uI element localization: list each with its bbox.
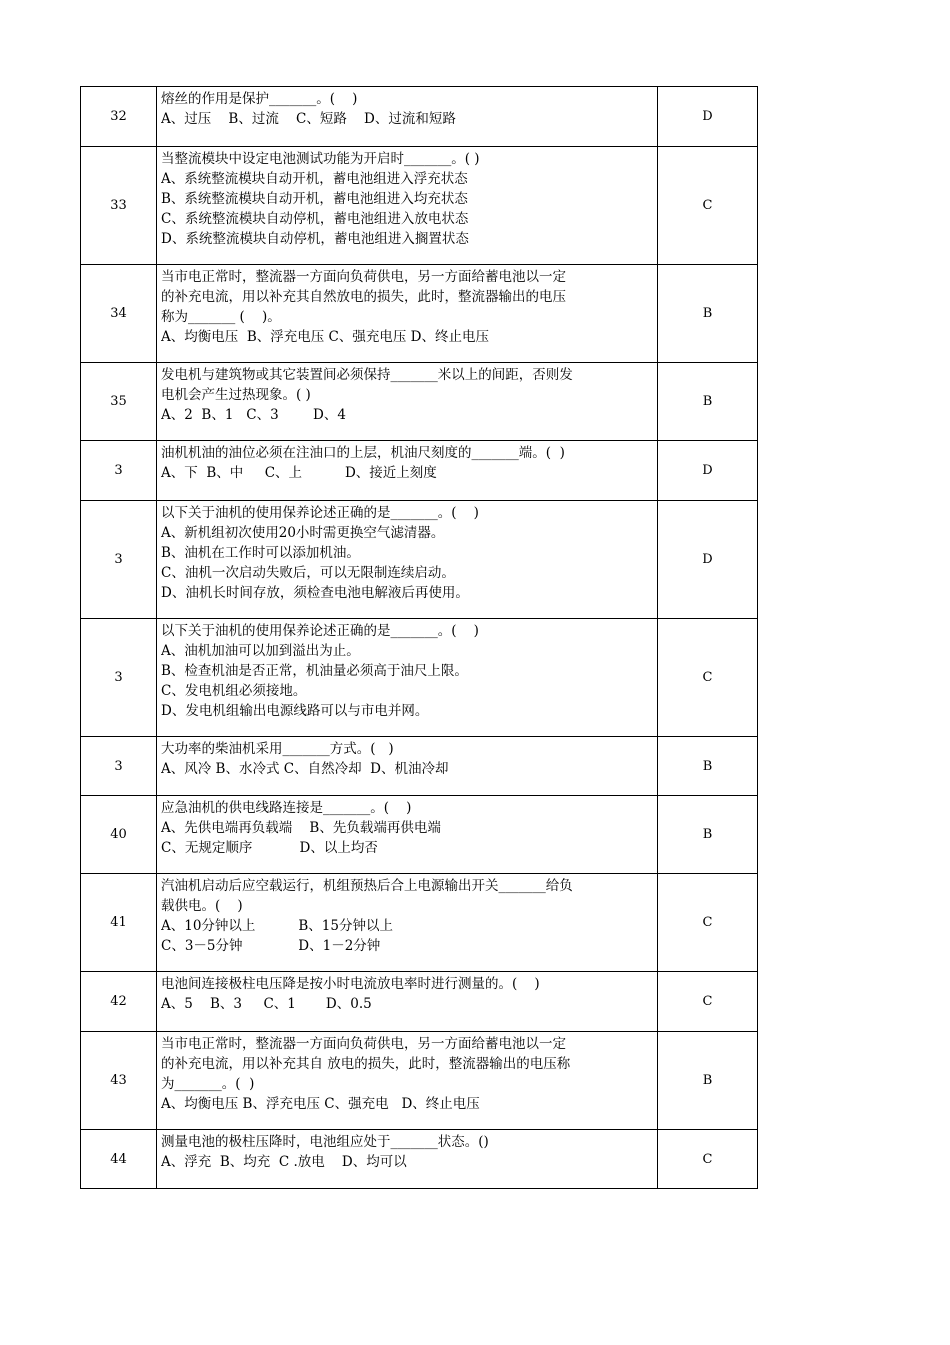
question-text xyxy=(157,265,658,363)
question-stem: 油机机油的油位必须在注油口的上层，机油尺刻度的_______端。( ) xyxy=(161,445,565,461)
question-row xyxy=(81,796,758,874)
question-line: A、5 B、3 C、1 D、0.5 xyxy=(161,996,372,1012)
question-number: 34 xyxy=(81,265,157,363)
question-line: C、无规定顺序 D、以上均否 xyxy=(161,840,378,856)
question-number: 3 xyxy=(81,737,157,796)
question-number: 40 xyxy=(81,796,157,874)
question-number: 43 xyxy=(81,1032,157,1130)
question-line: D、油机长时间存放，须检查电池电解液后再使用。 xyxy=(161,585,469,601)
question-row xyxy=(81,147,758,265)
question-row xyxy=(81,441,758,501)
question-stem: 熔丝的作用是保护_______。( ) xyxy=(161,91,358,107)
answer-key: C xyxy=(658,147,758,265)
question-line: C、油机一次启动失败后，可以无限制连续启动。 xyxy=(161,565,455,581)
question-line: A、风冷 B、水冷式 C、自然冷却 D、机油冷却 xyxy=(161,761,449,777)
question-line: B、检查机油是否正常，机油量必须高于油尺上限。 xyxy=(161,663,468,679)
question-line: 电机会产生过热现象。( ) xyxy=(161,387,311,403)
question-stem: 发电机与建筑物或其它装置间必须保持_______米以上的间距，否则发 xyxy=(161,367,573,383)
question-line: 称为_______ ( )。 xyxy=(161,309,281,325)
question-line: 的补充电流，用以补充其自然放电的损失，此时，整流器输出的电压 xyxy=(161,289,566,305)
question-row xyxy=(81,363,758,441)
question-line: 的补充电流，用以补充其自 放电的损失，此时，整流器输出的电压称 xyxy=(161,1056,571,1072)
question-row xyxy=(81,972,758,1032)
answer-key: D xyxy=(658,441,758,501)
question-line: A、系统整流模块自动开机，蓄电池组进入浮充状态 xyxy=(161,171,468,187)
question-line: A、均衡电压 B、浮充电压 C、强充电压 D、终止电压 xyxy=(161,329,489,345)
question-line: A、均衡电压 B、浮充电压 C、强充电 D、终止电压 xyxy=(161,1096,480,1112)
question-text xyxy=(157,796,658,874)
question-text xyxy=(157,874,658,972)
question-row xyxy=(81,265,758,363)
answer-key: B xyxy=(658,737,758,796)
question-line: B、系统整流模块自动开机，蓄电池组进入均充状态 xyxy=(161,191,468,207)
question-line: 为_______。( ) xyxy=(161,1076,255,1092)
question-line: B、油机在工作时可以添加机油。 xyxy=(161,545,360,561)
question-stem: 汽油机启动后应空载运行，机组预热后合上电源输出开关_______给负 xyxy=(161,878,573,894)
question-line: C、系统整流模块自动停机，蓄电池组进入放电状态 xyxy=(161,211,469,227)
question-stem: 以下关于油机的使用保养论述正确的是_______。( ) xyxy=(161,505,479,521)
question-number: 33 xyxy=(81,147,157,265)
question-stem: 测量电池的极柱压降时，电池组应处于_______状态。() xyxy=(161,1134,489,1150)
question-stem: 以下关于油机的使用保养论述正确的是_______。( ) xyxy=(161,623,479,639)
answer-key: B xyxy=(658,1032,758,1130)
question-text xyxy=(157,501,658,619)
question-stem: 大功率的柴油机采用_______方式。( ) xyxy=(161,741,394,757)
question-table-body xyxy=(81,87,758,1189)
question-line: A、浮充 B、均充 C .放电 D、均可以 xyxy=(161,1154,407,1170)
answer-key: C xyxy=(658,1130,758,1189)
question-line: A、先供电端再负载端 B、先负载端再供电端 xyxy=(161,820,441,836)
answer-key: C xyxy=(658,874,758,972)
question-stem: 电池间连接极柱电压降是按小时电流放电率时进行测量的。( ) xyxy=(161,976,540,992)
question-stem: 当市电正常时，整流器一方面向负荷供电，另一方面给蓄电池以一定 xyxy=(161,269,566,285)
question-line: A、10分钟以上 B、15分钟以上 xyxy=(161,918,393,934)
question-row xyxy=(81,1130,758,1189)
question-line: 载供电。( ) xyxy=(161,898,243,914)
question-line: A、过压 B、过流 C、短路 D、过流和短路 xyxy=(161,111,456,127)
question-line: C、3－5分钟 D、1－2分钟 xyxy=(161,938,381,954)
question-text xyxy=(157,972,658,1032)
question-row xyxy=(81,737,758,796)
question-text xyxy=(157,737,658,796)
question-number: 3 xyxy=(81,501,157,619)
question-row xyxy=(81,501,758,619)
answer-key: B xyxy=(658,363,758,441)
answer-key: B xyxy=(658,796,758,874)
question-row xyxy=(81,619,758,737)
answer-key: B xyxy=(658,265,758,363)
question-row xyxy=(81,87,758,147)
question-number: 32 xyxy=(81,87,157,147)
question-number: 3 xyxy=(81,619,157,737)
question-row xyxy=(81,874,758,972)
question-line: A、新机组初次使用20小时需更换空气滤清器。 xyxy=(161,525,445,541)
question-line: D、系统整流模块自动停机，蓄电池组进入搁置状态 xyxy=(161,231,469,247)
question-text xyxy=(157,363,658,441)
question-number: 44 xyxy=(81,1130,157,1189)
question-table xyxy=(80,86,758,1189)
answer-key: C xyxy=(658,972,758,1032)
answer-key: C xyxy=(658,619,758,737)
question-text xyxy=(157,1032,658,1130)
question-line: A、下 B、中 C、上 D、接近上刻度 xyxy=(161,465,437,481)
question-number: 3 xyxy=(81,441,157,501)
question-text xyxy=(157,147,658,265)
question-line: A、油机加油可以加到溢出为止。 xyxy=(161,643,360,659)
question-text xyxy=(157,1130,658,1189)
question-line: D、发电机组输出电源线路可以与市电并网。 xyxy=(161,703,429,719)
question-row xyxy=(81,1032,758,1130)
question-text xyxy=(157,87,658,147)
question-number: 35 xyxy=(81,363,157,441)
question-stem: 当整流模块中设定电池测试功能为开启时_______。( ) xyxy=(161,151,480,167)
question-line: C、发电机组必须接地。 xyxy=(161,683,307,699)
question-line: A、2 B、1 C、3 D、4 xyxy=(161,407,346,423)
question-stem: 当市电正常时，整流器一方面向负荷供电，另一方面给蓄电池以一定 xyxy=(161,1036,566,1052)
question-text xyxy=(157,619,658,737)
answer-key: D xyxy=(658,87,758,147)
answer-key: D xyxy=(658,501,758,619)
question-number: 42 xyxy=(81,972,157,1032)
question-text xyxy=(157,441,658,501)
question-stem: 应急油机的供电线路连接是_______。( ) xyxy=(161,800,412,816)
question-number: 41 xyxy=(81,874,157,972)
